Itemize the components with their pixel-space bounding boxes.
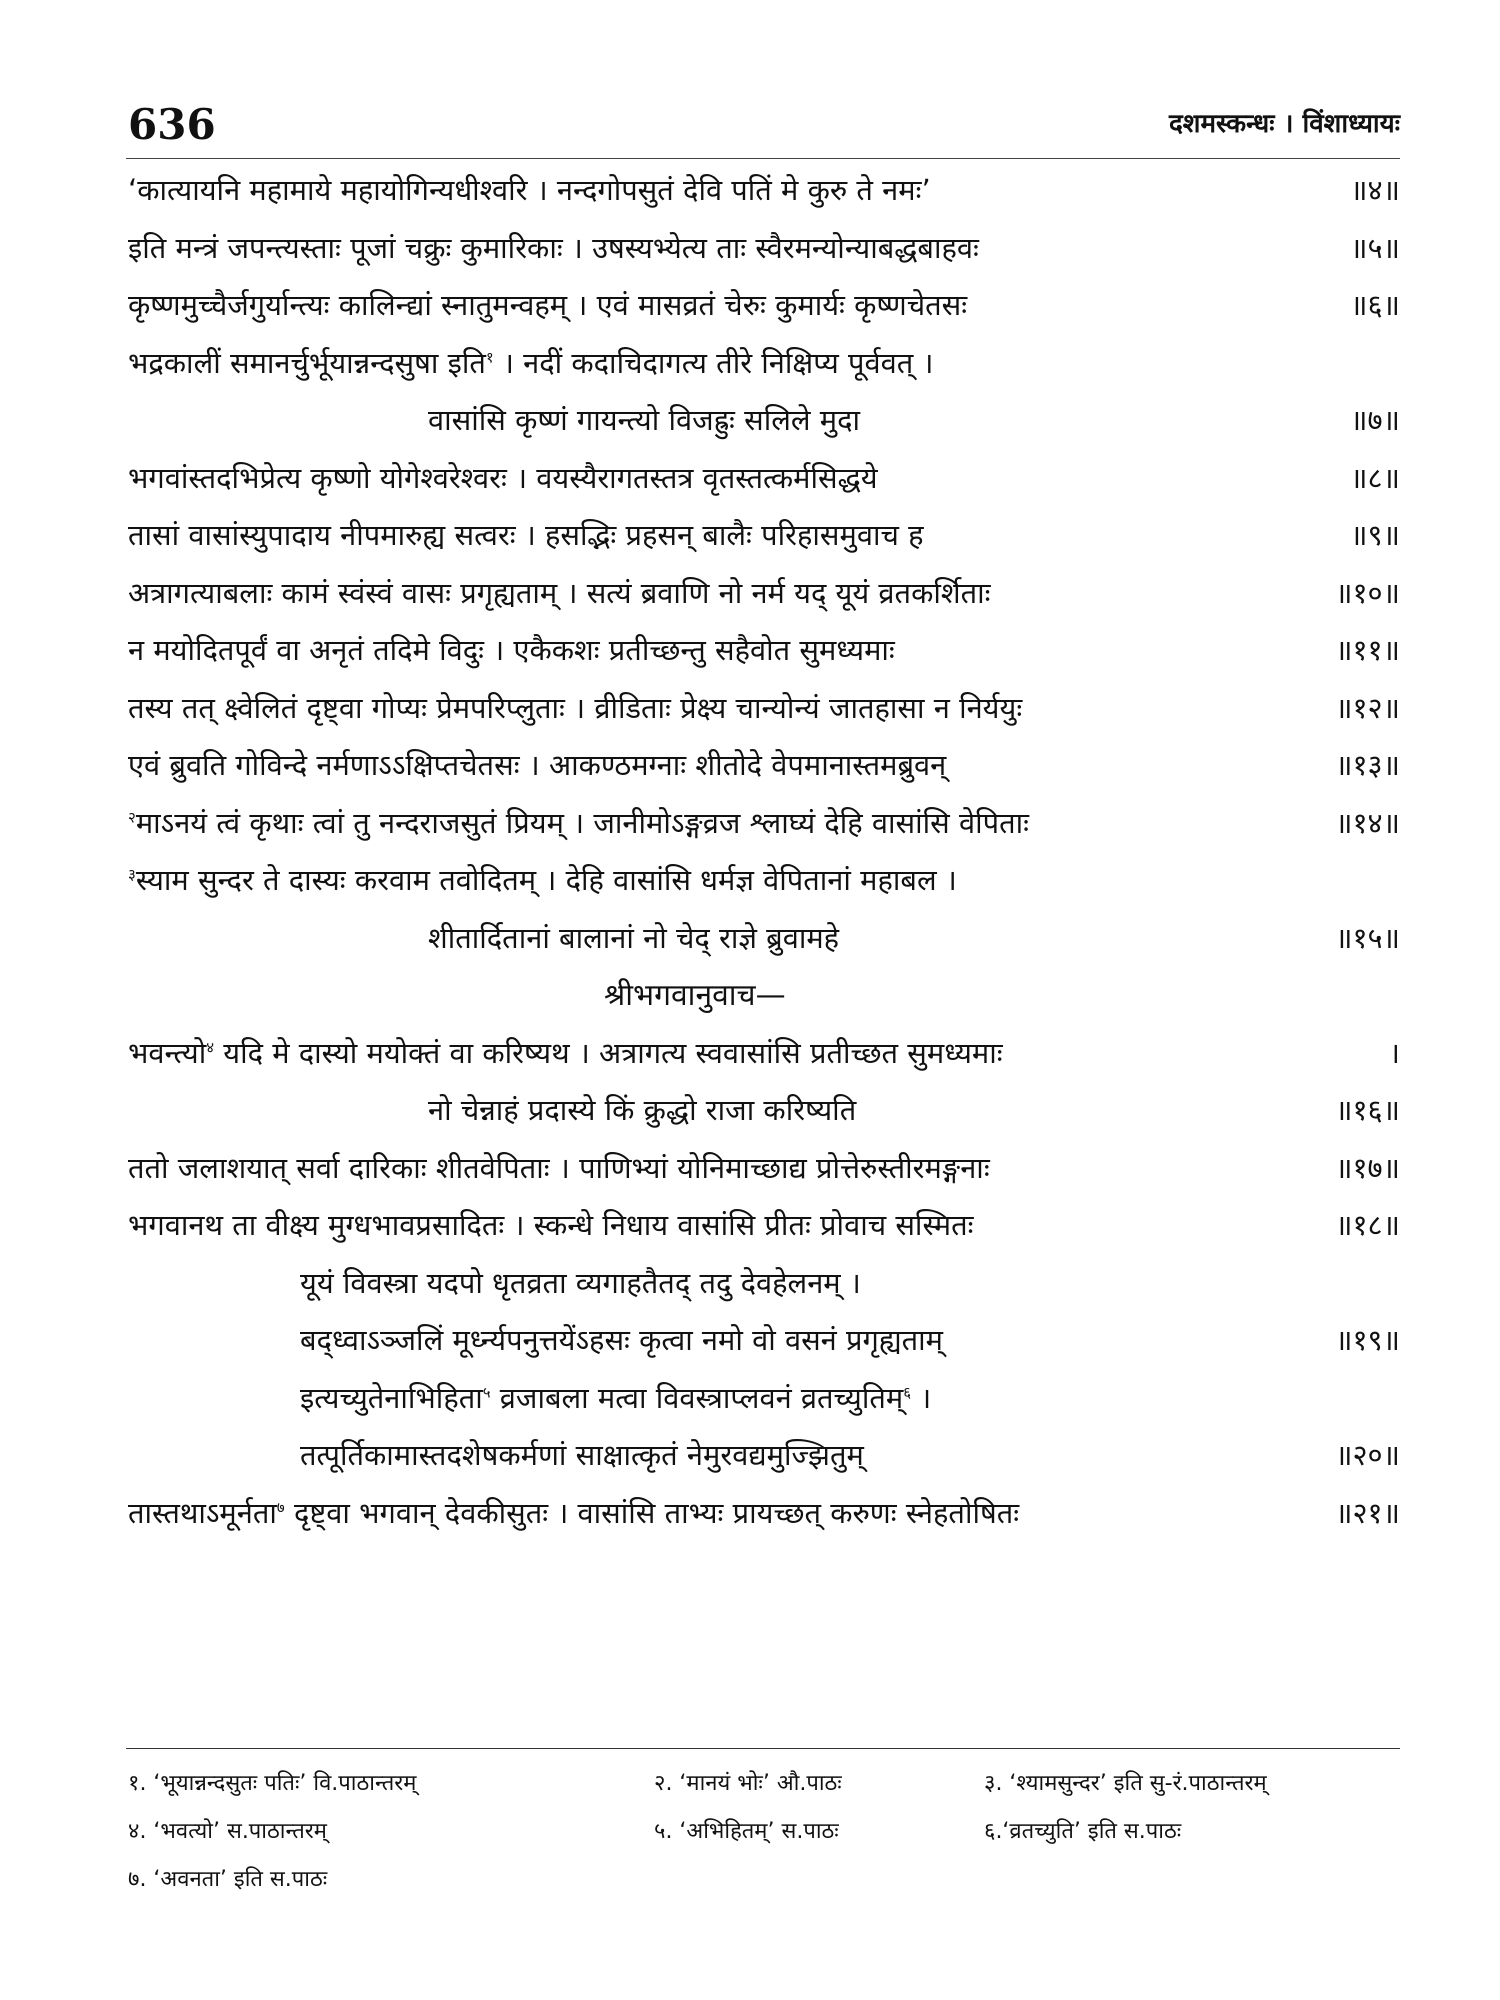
verse-text <box>300 1427 864 1485</box>
verse-text-part: दृष्ट्वा भगवान् देवकीसुतः । वासांसि ताभ्यः प्रायच्छत् करुणः स्नेहतोषितः <box>284 1495 1020 1530</box>
verse-line <box>128 680 1400 738</box>
verse-text <box>128 1140 990 1198</box>
verse-line <box>128 1312 1400 1370</box>
verse-text <box>128 277 967 335</box>
verse-number: ॥१०॥ <box>1335 575 1400 610</box>
verse-number: ॥२१॥ <box>1335 1495 1400 1530</box>
verse-text-part: अत्रागत्याबलाः कामं स्वंस्वं वासः प्रगृह्यताम् । सत्यं ब्रवाणि नो नर्म यद् यूयं व्रतकर्शिताः <box>128 575 991 610</box>
footnote: ५. ‘अभिहितम्’ स.पाठः <box>654 1819 839 1844</box>
verse-line <box>128 852 1400 910</box>
footnote: ४. ‘भवत्यो’ स.पाठान्तरम् <box>128 1819 327 1844</box>
verse-text-part: ‘कात्यायनि महामाये महायोगिन्यधीश्वरि । नन्दगोपसुतं देवि पतिं मे कुरु ते नमः’ <box>128 173 931 207</box>
footnote: ३. ‘श्यामसुन्दर’ इति सु-रं.पाठान्तरम् <box>984 1771 1267 1796</box>
verse-line <box>128 220 1400 278</box>
verse-text-part: भवन्त्यो <box>128 1035 207 1070</box>
verse-text-part: बद्ध्वाऽञ्जलिं मूर्ध्न्यपनुत्तयेंऽहसः कृत्वा नमो वो वसनं प्रगृह्यताम् <box>300 1323 944 1357</box>
verse-number: ॥११॥ <box>1335 633 1400 667</box>
verse-text-part: न मयोदितपूर्वं वा अनृतं तदिमे विदुः । एकैकशः प्रतीच्छन्तु सहैवोत सुमध्यमाः <box>128 633 895 667</box>
verse-text-part: । <box>911 1380 932 1415</box>
speaker-heading <box>128 967 1400 1025</box>
verse-line <box>128 1427 1400 1485</box>
verse-text <box>300 1370 931 1428</box>
verse-text-part: कृष्णमुच्चैर्जगुर्यान्त्यः कालिन्द्यां स्नातुमन्वहम् । एवं मासव्रतं चेरुः कुमार्यः कृष्णचेतसः <box>128 288 968 322</box>
verse-text <box>128 1025 1003 1083</box>
verse-line <box>128 1140 1400 1198</box>
verse-text-part: यदि मे दास्यो मयोक्तं वा करिष्यथ । अत्रागत्य स्ववासांसि प्रतीच्छत सुमध्यमाः <box>214 1035 1003 1070</box>
verse-number: ॥२०॥ <box>1335 1438 1400 1472</box>
verse-text-part: भद्रकालीं समानर्चुर्भूयान्नन्दसुषा इति <box>128 345 486 380</box>
verse-line <box>128 1082 1400 1140</box>
verse-text <box>128 162 931 220</box>
verse-text <box>128 622 895 680</box>
verse-text <box>604 967 786 1025</box>
footnote-marker: ७ <box>276 1497 285 1516</box>
verse-text-part: तस्य तत् क्ष्वेलितं दृष्ट्वा गोप्यः प्रेमपरिप्लुताः । व्रीडिताः प्रेक्ष्य चान्योन्यं जातहासा न निर्ययुः <box>128 690 1023 725</box>
footnote-marker: ६ <box>903 1382 912 1401</box>
verse-text <box>128 565 990 623</box>
footnote: २. ‘मानयं भोः’ औ.पाठः <box>654 1771 842 1796</box>
verse-line <box>128 622 1400 680</box>
footnotes <box>128 1760 1400 1904</box>
verse-line <box>128 1025 1400 1083</box>
verse-text-part: व्रजाबला मत्वा विवस्त्राप्लवनं व्रतच्युतिम् <box>490 1380 904 1415</box>
verse-line <box>128 795 1400 853</box>
verse-text <box>428 910 839 968</box>
running-title: दशमस्कन्धः । विंशाध्यायः <box>1168 109 1400 139</box>
verse-text-part: एवं ब्रुवति गोविन्दे नर्मणाऽऽक्षिप्तचेतसः । आकण्ठमग्नाः शीतोदे वेपमानास्तमब्रुवन् <box>128 748 947 782</box>
verse-line <box>128 910 1400 968</box>
footnote-row <box>128 1808 1400 1856</box>
verse-text-part: माऽनयं त्वं कृथाः त्वां तु नन्दराजसुतं प्रियम् । जानीमोऽङ्गव्रज श्लाघ्यं देहि वासांसि वेपिताः <box>135 805 1029 840</box>
verse-text <box>128 680 1022 738</box>
footnote-row <box>128 1856 1400 1904</box>
verse-line <box>128 565 1400 623</box>
verse-line <box>128 507 1400 565</box>
verse-text-part: तासां वासांस्युपादाय नीपमारुह्य सत्वरः । हसद्भिः प्रहसन् बालैः परिहासमुवाच ह <box>128 518 924 552</box>
verse-line <box>128 277 1400 335</box>
verse-text <box>128 1485 1019 1543</box>
verse-text <box>128 795 1029 853</box>
verse-text-part: ततो जलाशयात् सर्वा दारिकाः शीतवेपिताः । पाणिभ्यां योनिमाच्छाद्य प्रोत्तेरुस्तीरमङ्गनाः <box>128 1150 990 1185</box>
page-number: 636 <box>128 100 216 149</box>
header-rule <box>126 158 1400 159</box>
verse-text <box>128 335 933 393</box>
verse-text-part: तत्पूर्तिकामास्तदशेषकर्मणां साक्षात्कृतं नेमुरवद्यमुज्झितुम् <box>300 1438 864 1472</box>
verse-text-part: इत्यच्युतेनाभिहिता <box>300 1380 483 1415</box>
verse-number: ॥१३॥ <box>1335 748 1400 782</box>
verse-line <box>128 1485 1400 1543</box>
verse-text <box>128 737 946 795</box>
verse-text <box>428 392 860 450</box>
verse-line <box>128 162 1400 220</box>
verse-text-part: । नदीं कदाचिदागत्य तीरे निक्षिप्य पूर्ववत् । <box>493 345 934 380</box>
verse-number: ॥७॥ <box>1350 403 1400 437</box>
verse-number: ॥१९॥ <box>1335 1323 1400 1357</box>
verse-text <box>128 852 957 910</box>
verse-line <box>128 392 1400 450</box>
verse-text-part: तास्तथाऽमूर्नता <box>128 1495 277 1530</box>
footnote: ७. ‘अवनता’ इति स.पाठः <box>128 1867 328 1892</box>
verse-number: ॥१६॥ <box>1335 1093 1400 1127</box>
verse-number: । <box>1389 1035 1400 1070</box>
verse-block <box>128 162 1400 1542</box>
verse-number: ॥५॥ <box>1350 230 1400 265</box>
verse-text-part: भगवांस्तदभिप्रेत्य कृष्णो योगेश्वरेश्वरः । वयस्यैरागतस्तत्र वृतस्तत्कर्मसिद्धये <box>128 460 878 495</box>
verse-text-part: यूयं विवस्त्रा यदपो धृतव्रता व्यगाहतैतद् तदु देवहेलनम् । <box>300 1265 861 1300</box>
verse-number: ॥६॥ <box>1350 288 1400 322</box>
verse-number: ॥१४॥ <box>1335 805 1400 840</box>
verse-text <box>128 220 979 278</box>
verse-number: ॥४॥ <box>1350 173 1400 207</box>
verse-text-part: शीतार्दितानां बालानां नो चेद् राज्ञे ब्रुवामहे <box>428 920 840 955</box>
footnote-marker: ४ <box>206 1037 215 1056</box>
footnote-marker: १ <box>485 347 494 366</box>
footnote-row <box>128 1760 1400 1808</box>
verse-number: ॥१५॥ <box>1335 920 1400 955</box>
verse-text-part: स्याम सुन्दर ते दास्यः करवाम तवोदितम् । देहि वासांसि धर्मज्ञ वेपितानां महाबल । <box>135 863 957 897</box>
footnote: १. ‘भूयान्नन्दसुतः पतिः’ वि.पाठान्तरम् <box>128 1771 417 1796</box>
verse-line <box>128 1255 1400 1313</box>
verse-text <box>300 1312 943 1370</box>
footnote-marker: ३ <box>128 865 136 884</box>
verse-text <box>128 1197 973 1255</box>
verse-number: ॥१२॥ <box>1335 690 1400 725</box>
verse-number: ॥१७॥ <box>1335 1150 1400 1185</box>
verse-number: ॥८॥ <box>1350 460 1400 495</box>
verse-number: ॥१८॥ <box>1335 1208 1400 1242</box>
verse-text <box>128 507 924 565</box>
verse-line <box>128 1370 1400 1428</box>
verse-text <box>128 450 878 508</box>
verse-text-part: श्रीभगवानुवाच— <box>604 978 786 1013</box>
verse-text-part: वासांसि कृष्णं गायन्त्यो विजह्रुः सलिले मुदा <box>428 403 860 437</box>
verse-line <box>128 335 1400 393</box>
verse-text <box>300 1255 861 1313</box>
verse-text-part: इति मन्त्रं जपन्त्यस्ताः पूजां चक्रुः कुमारिकाः । उषस्यभ्येत्य ताः स्वैरमन्योन्याबद्धबाहवः <box>128 230 979 265</box>
verse-line <box>128 1197 1400 1255</box>
verse-line <box>128 450 1400 508</box>
verse-text-part: नो चेन्नाहं प्रदास्ये किं क्रुद्धो राजा करिष्यति <box>428 1093 857 1127</box>
verse-line <box>128 737 1400 795</box>
footnote-marker: २ <box>128 807 136 826</box>
footnote: ६.‘व्रतच्युति’ इति स.पाठः <box>984 1819 1182 1844</box>
verse-text-part: भगवानथ ता वीक्ष्य मुग्धभावप्रसादितः । स्कन्धे निधाय वासांसि प्रीतः प्रोवाच सस्मितः <box>128 1208 974 1242</box>
footnote-rule <box>126 1748 1400 1749</box>
footnote-marker: ५ <box>482 1382 491 1401</box>
verse-text <box>428 1082 856 1140</box>
verse-number: ॥९॥ <box>1350 518 1400 552</box>
